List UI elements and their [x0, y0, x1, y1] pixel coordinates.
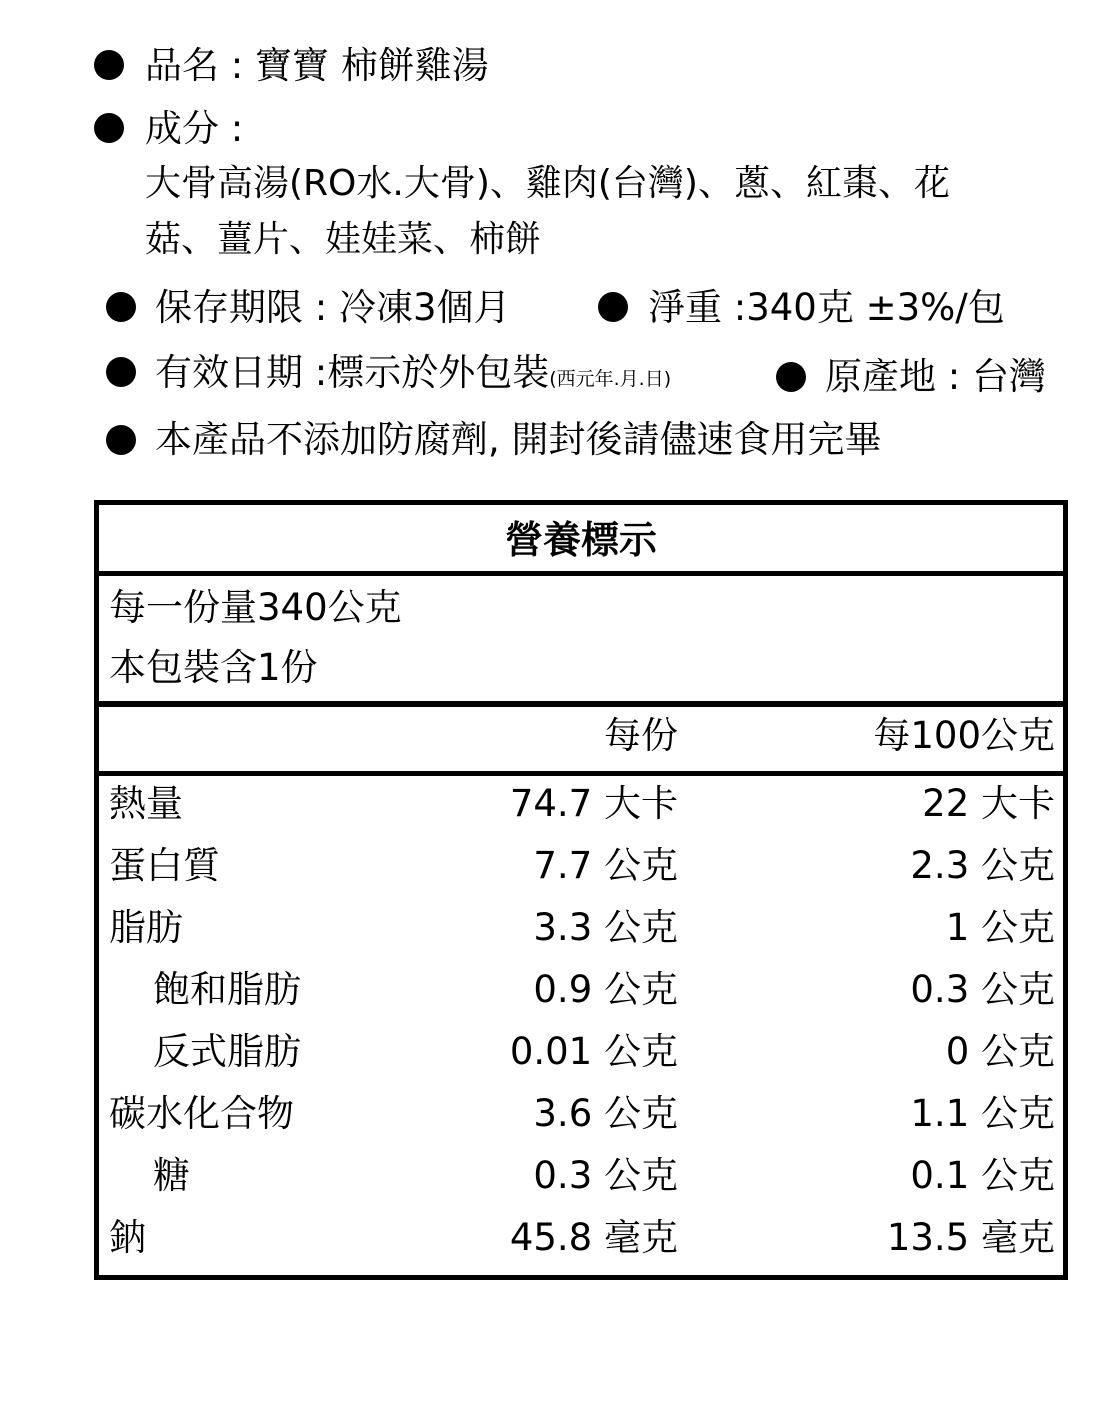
- nutrition-facts-table: [94, 500, 1068, 1280]
- nutrient-name-protein: 蛋白質: [109, 844, 220, 887]
- nutrient-name-fat: 脂肪: [109, 906, 183, 949]
- ingredients-label: 成分 :: [145, 107, 244, 150]
- expiry-format-note: (西元年.月.日): [549, 368, 672, 390]
- nutrient-name-carbohydrate: 碳水化合物: [109, 1092, 294, 1135]
- ingredients-line-1: 大骨高湯(RO水.大骨)、雞肉(台灣)、蔥、紅棗、花: [145, 163, 950, 204]
- bullet-icon: [106, 425, 136, 455]
- servings-per-package: 本包裝含1份: [109, 646, 318, 689]
- preservative-notice: 本產品不添加防腐劑, 開封後請儘速食用完畢: [155, 418, 882, 461]
- bullet-icon: [776, 362, 806, 392]
- bullet-icon: [106, 292, 136, 322]
- divider: [99, 571, 1063, 576]
- product-name: 品名 : 寶寶 柿餅雞湯: [145, 44, 489, 87]
- expiry-text: 有效日期 :標示於外包裝: [155, 351, 550, 394]
- nutrient-value-per-100g: 13.5 毫克: [886, 1216, 1055, 1259]
- nutrient-value-per-100g: 0 公克: [945, 1030, 1055, 1073]
- expiry-date: [155, 351, 672, 394]
- nutrient-value-per-serving: 0.01 公克: [509, 1030, 678, 1073]
- nutrient-value-per-serving: 45.8 毫克: [509, 1216, 678, 1259]
- net-weight: 淨重 :340克 ±3%/包: [648, 286, 1005, 329]
- divider: [99, 701, 1063, 707]
- bullet-icon: [598, 292, 628, 322]
- nutrient-value-per-serving: 74.7 大卡: [509, 782, 678, 825]
- nutrient-value-per-serving: 3.6 公克: [533, 1092, 678, 1135]
- nutrition-title: 營養標示: [504, 518, 657, 562]
- serving-size: 每一份量340公克: [109, 586, 402, 629]
- nutrient-name-sodium: 鈉: [109, 1216, 146, 1259]
- nutrient-name-sugar: 糖: [153, 1154, 190, 1197]
- nutrient-value-per-serving: 0.9 公克: [533, 968, 678, 1011]
- ingredients-line-2: 菇、薑片、娃娃菜、柿餅: [145, 219, 542, 260]
- nutrient-value-per-serving: 7.7 公克: [533, 844, 678, 887]
- nutrient-value-per-serving: 3.3 公克: [533, 906, 678, 949]
- nutrient-value-per-100g: 1.1 公克: [910, 1092, 1055, 1135]
- nutrient-value-per-100g: 0.1 公克: [910, 1154, 1055, 1197]
- nutrient-name-trans-fat: 反式脂肪: [153, 1030, 301, 1073]
- nutrient-name-calories: 熱量: [109, 782, 183, 825]
- bullet-icon: [94, 50, 124, 80]
- divider: [99, 771, 1063, 776]
- bullet-icon: [106, 357, 136, 387]
- nutrient-value-per-100g: 1 公克: [945, 906, 1055, 949]
- origin: 原產地 : 台灣: [825, 355, 1046, 398]
- col-header-per-serving: 每份: [604, 714, 678, 757]
- bullet-icon: [94, 113, 124, 143]
- nutrient-value-per-100g: 2.3 公克: [910, 844, 1055, 887]
- nutrient-name-saturated-fat: 飽和脂肪: [153, 968, 301, 1011]
- col-header-per-100g: 每100公克: [873, 714, 1055, 757]
- nutrient-value-per-serving: 0.3 公克: [533, 1154, 678, 1197]
- nutrient-value-per-100g: 22 大卡: [922, 782, 1055, 825]
- shelf-life: 保存期限 : 冷凍3個月: [155, 286, 511, 329]
- nutrient-value-per-100g: 0.3 公克: [910, 968, 1055, 1011]
